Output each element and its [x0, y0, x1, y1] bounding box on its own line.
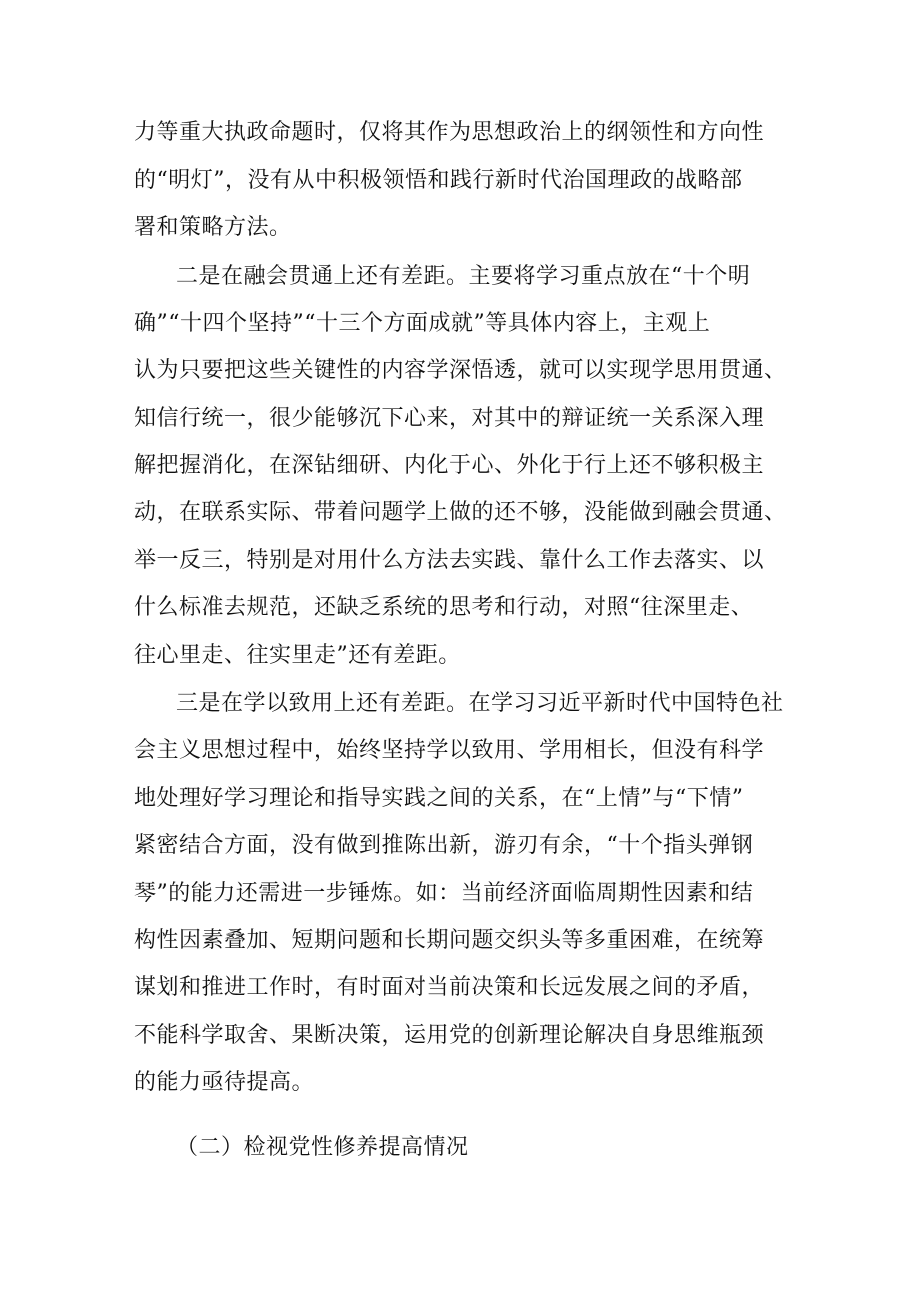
paragraph-line: 会主义思想过程中，始终坚持学以致用、学用相长，但没有科学 — [134, 738, 765, 763]
paragraph-line: 的能力亟待提高。 — [134, 1070, 315, 1095]
paragraph-line: 三是在学以致用上还有差距。在学习习近平新时代中国特色社 — [176, 691, 784, 716]
section-heading: （二）检视党性修养提高情况 — [176, 1135, 469, 1160]
paragraph-line: 知信行统一，很少能够沉下心来，对其中的辩证统一关系深入理 — [134, 406, 765, 431]
paragraph-line: 的“明灯”，没有从中积极领悟和践行新时代治国理政的战略部 — [134, 168, 743, 193]
paragraph-line: 琴”的能力还需进一步锤炼。如：当前经济面临周期性因素和结 — [134, 881, 754, 906]
paragraph-line: 不能科学取舍、果断决策，运用党的创新理论解决自身思维瓶颈 — [134, 1023, 765, 1048]
paragraph-line: 力等重大执政命题时，仅将其作为思想政治上的纲领性和方向性 — [134, 120, 765, 145]
paragraph-line: 举一反三，特别是对用什么方法去实践、靠什么工作去落实、以 — [134, 548, 765, 573]
paragraph-line: 什么标准去规范，还缺乏系统的思考和行动，对照“往深里走、 — [134, 595, 754, 620]
paragraph-line: 构性因素叠加、短期问题和长期问题交织头等多重困难，在统筹 — [134, 928, 765, 953]
paragraph-line: 确”“十四个坚持”“十三个方面成就”等具体内容上，主观上 — [134, 311, 711, 336]
paragraph-line: 动，在联系实际、带着问题学上做的还不够，没能做到融会贯通、 — [134, 500, 787, 525]
paragraph-line: 谋划和推进工作时，有时面对当前决策和长远发展之间的矛盾， — [134, 975, 765, 1000]
paragraph-line: 地处理好学习理论和指导实践之间的关系，在“上情”与“下情” — [134, 786, 744, 811]
paragraph-line: 二是在融会贯通上还有差距。主要将学习重点放在“十个明 — [176, 264, 751, 289]
paragraph-line: 往心里走、往实里走”还有差距。 — [134, 643, 461, 668]
paragraph-line: 署和策略方法。 — [134, 215, 292, 240]
paragraph-line: 解把握消化，在深钻细研、内化于心、外化于行上还不够积极主 — [134, 453, 765, 478]
paragraph-line: 认为只要把这些关键性的内容学深悟透，就可以实现学思用贯通、 — [134, 358, 787, 383]
paragraph-line: 紧密结合方面，没有做到推陈出新，游刃有余，“十个指头弹钢 — [134, 833, 754, 858]
